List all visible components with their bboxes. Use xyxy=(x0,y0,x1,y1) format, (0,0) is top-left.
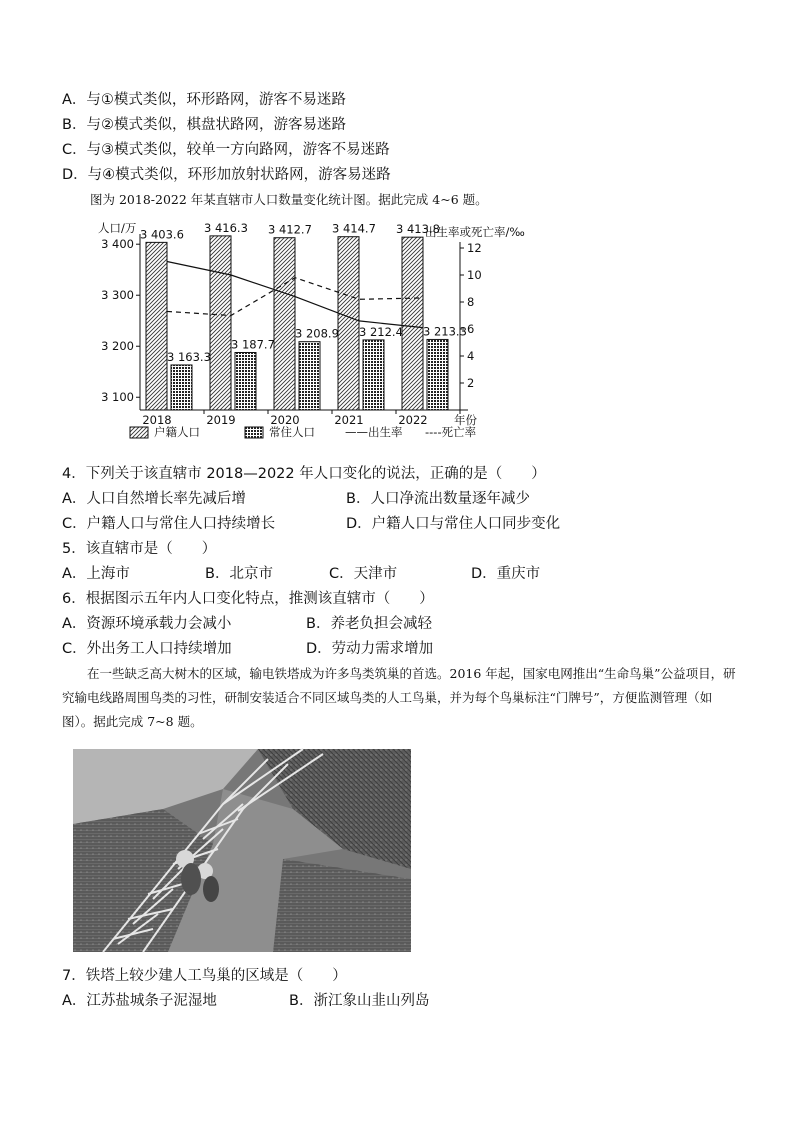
legend-birth-rate: ——出生率 xyxy=(345,425,403,439)
q5-option-b: B．北京市 xyxy=(205,566,273,582)
q5-option-a: A．上海市 xyxy=(62,566,130,582)
q5-option-c: C．天津市 xyxy=(329,566,398,582)
y-tick-label-right: 4 xyxy=(467,349,475,363)
bar-resident xyxy=(299,342,320,410)
q3-option-c: C．与③模式类似，较单一方向路网，游客不易迷路 xyxy=(62,142,390,158)
x-axis-label: 年份 xyxy=(454,413,477,427)
bar-label-hukou: 3 403.6 xyxy=(140,227,184,242)
x-tick-label: 2020 xyxy=(270,413,300,427)
bar-hukou xyxy=(146,242,167,410)
x-tick-label: 2021 xyxy=(334,413,364,427)
bar-label-resident: 3 213.3 xyxy=(423,324,467,339)
q6-option-d: D．劳动力需求增加 xyxy=(306,641,434,657)
y-tick-label-left: 3 100 xyxy=(101,390,134,405)
q4-option-d: D．户籍人口与常住人口同步变化 xyxy=(346,516,561,532)
q6-stem: 6．根据图示五年内人口变化特点，推测该直辖市（ ） xyxy=(62,591,434,607)
bar-label-resident: 3 212.4 xyxy=(359,324,403,339)
y-tick-label-left: 3 400 xyxy=(101,237,134,252)
q7-stem: 7．铁塔上较少建人工鸟巢的区域是（ ） xyxy=(62,968,347,984)
bar-hukou xyxy=(210,236,231,410)
bar-label-resident: 3 187.7 xyxy=(231,337,275,352)
y-tick-label-right: 2 xyxy=(467,376,475,390)
bar-label-resident: 3 163.3 xyxy=(167,349,211,364)
bar-resident xyxy=(363,340,384,410)
bar-label-hukou: 3 416.3 xyxy=(204,220,248,235)
y-tick-label-right: 12 xyxy=(467,241,482,255)
legend-resident: 常住人口 xyxy=(269,425,315,439)
q4-option-c: C．户籍人口与常住人口持续增长 xyxy=(62,516,276,532)
q6-option-b: B．养老负担会减轻 xyxy=(306,616,432,632)
q4-stem: 4．下列关于该直辖市 2018—2022 年人口变化的说法，正确的是（ ） xyxy=(62,466,546,482)
x-tick-label: 2018 xyxy=(142,413,172,427)
q3-option-b: B．与②模式类似，棋盘状路网，游客易迷路 xyxy=(62,117,346,133)
bar-resident xyxy=(171,365,192,410)
y-tick-label-right: 6 xyxy=(467,322,475,336)
bar-hukou xyxy=(274,238,295,410)
legend-swatch-hukou xyxy=(130,427,148,438)
bar-resident xyxy=(235,353,256,410)
bar-label-hukou: 3 412.7 xyxy=(268,222,312,237)
y-tick-label-right: 10 xyxy=(467,268,482,282)
legend-death-rate: ----死亡率 xyxy=(425,425,477,439)
y-tick-label-left: 3 200 xyxy=(101,339,134,354)
tower-bird-nest-photo xyxy=(73,749,411,952)
bar-label-hukou: 3 414.7 xyxy=(332,221,376,236)
q6-option-c: C．外出务工人口持续增加 xyxy=(62,641,232,657)
q4-option-b: B．人口净流出数量逐年减少 xyxy=(346,491,530,507)
y-tick-label-left: 3 300 xyxy=(101,288,134,303)
q4-option-a: A．人口自然增长率先减后增 xyxy=(62,491,246,507)
q7-option-a: A．江苏盐城条子泥湿地 xyxy=(62,993,217,1009)
intro-7-8: 在一些缺乏高大树木的区域，输电铁塔成为许多鸟类筑巢的首选。2016 年起，国家电网推出“生命鸟巢”公益项目，研究输电线路周围鸟类的习性，研制安装适合不同区域鸟类的人工鸟巢，并为每个鸟巢标注“门牌号”，方便监测管理（如图）。据此完成 7~8 题。 xyxy=(62,666,736,729)
bar-label-resident: 3 208.9 xyxy=(295,326,339,341)
q5-option-d: D．重庆市 xyxy=(471,566,541,582)
q3-option-d: D．与④模式类似，环形加放射状路网，游客易迷路 xyxy=(62,167,391,183)
x-tick-label: 2022 xyxy=(398,413,428,427)
population-chart xyxy=(80,214,525,459)
q5-stem: 5．该直辖市是（ ） xyxy=(62,541,217,557)
bar-label-hukou: 3 413.8 xyxy=(396,222,440,237)
legend-hukou: 户籍人口 xyxy=(154,425,200,439)
bar-resident xyxy=(427,339,448,410)
bar-hukou xyxy=(402,237,423,410)
y-axis-label-right: 出生率或死亡率/‰ xyxy=(425,225,525,239)
intro-4-6: 图为 2018-2022 年某直辖市人口数量变化统计图。据此完成 4~6 题。 xyxy=(90,192,488,207)
q6-option-a: A．资源环境承载力会减小 xyxy=(62,616,232,632)
x-tick-label: 2019 xyxy=(206,413,236,427)
bar-hukou xyxy=(338,237,359,410)
q3-option-a: A．与①模式类似，环形路网，游客不易迷路 xyxy=(62,92,346,108)
q7-option-b: B．浙江象山韭山列岛 xyxy=(289,993,430,1009)
y-axis-label-left: 人口/万 xyxy=(98,221,137,235)
legend-swatch-resident xyxy=(245,427,263,438)
y-tick-label-right: 8 xyxy=(467,295,475,309)
